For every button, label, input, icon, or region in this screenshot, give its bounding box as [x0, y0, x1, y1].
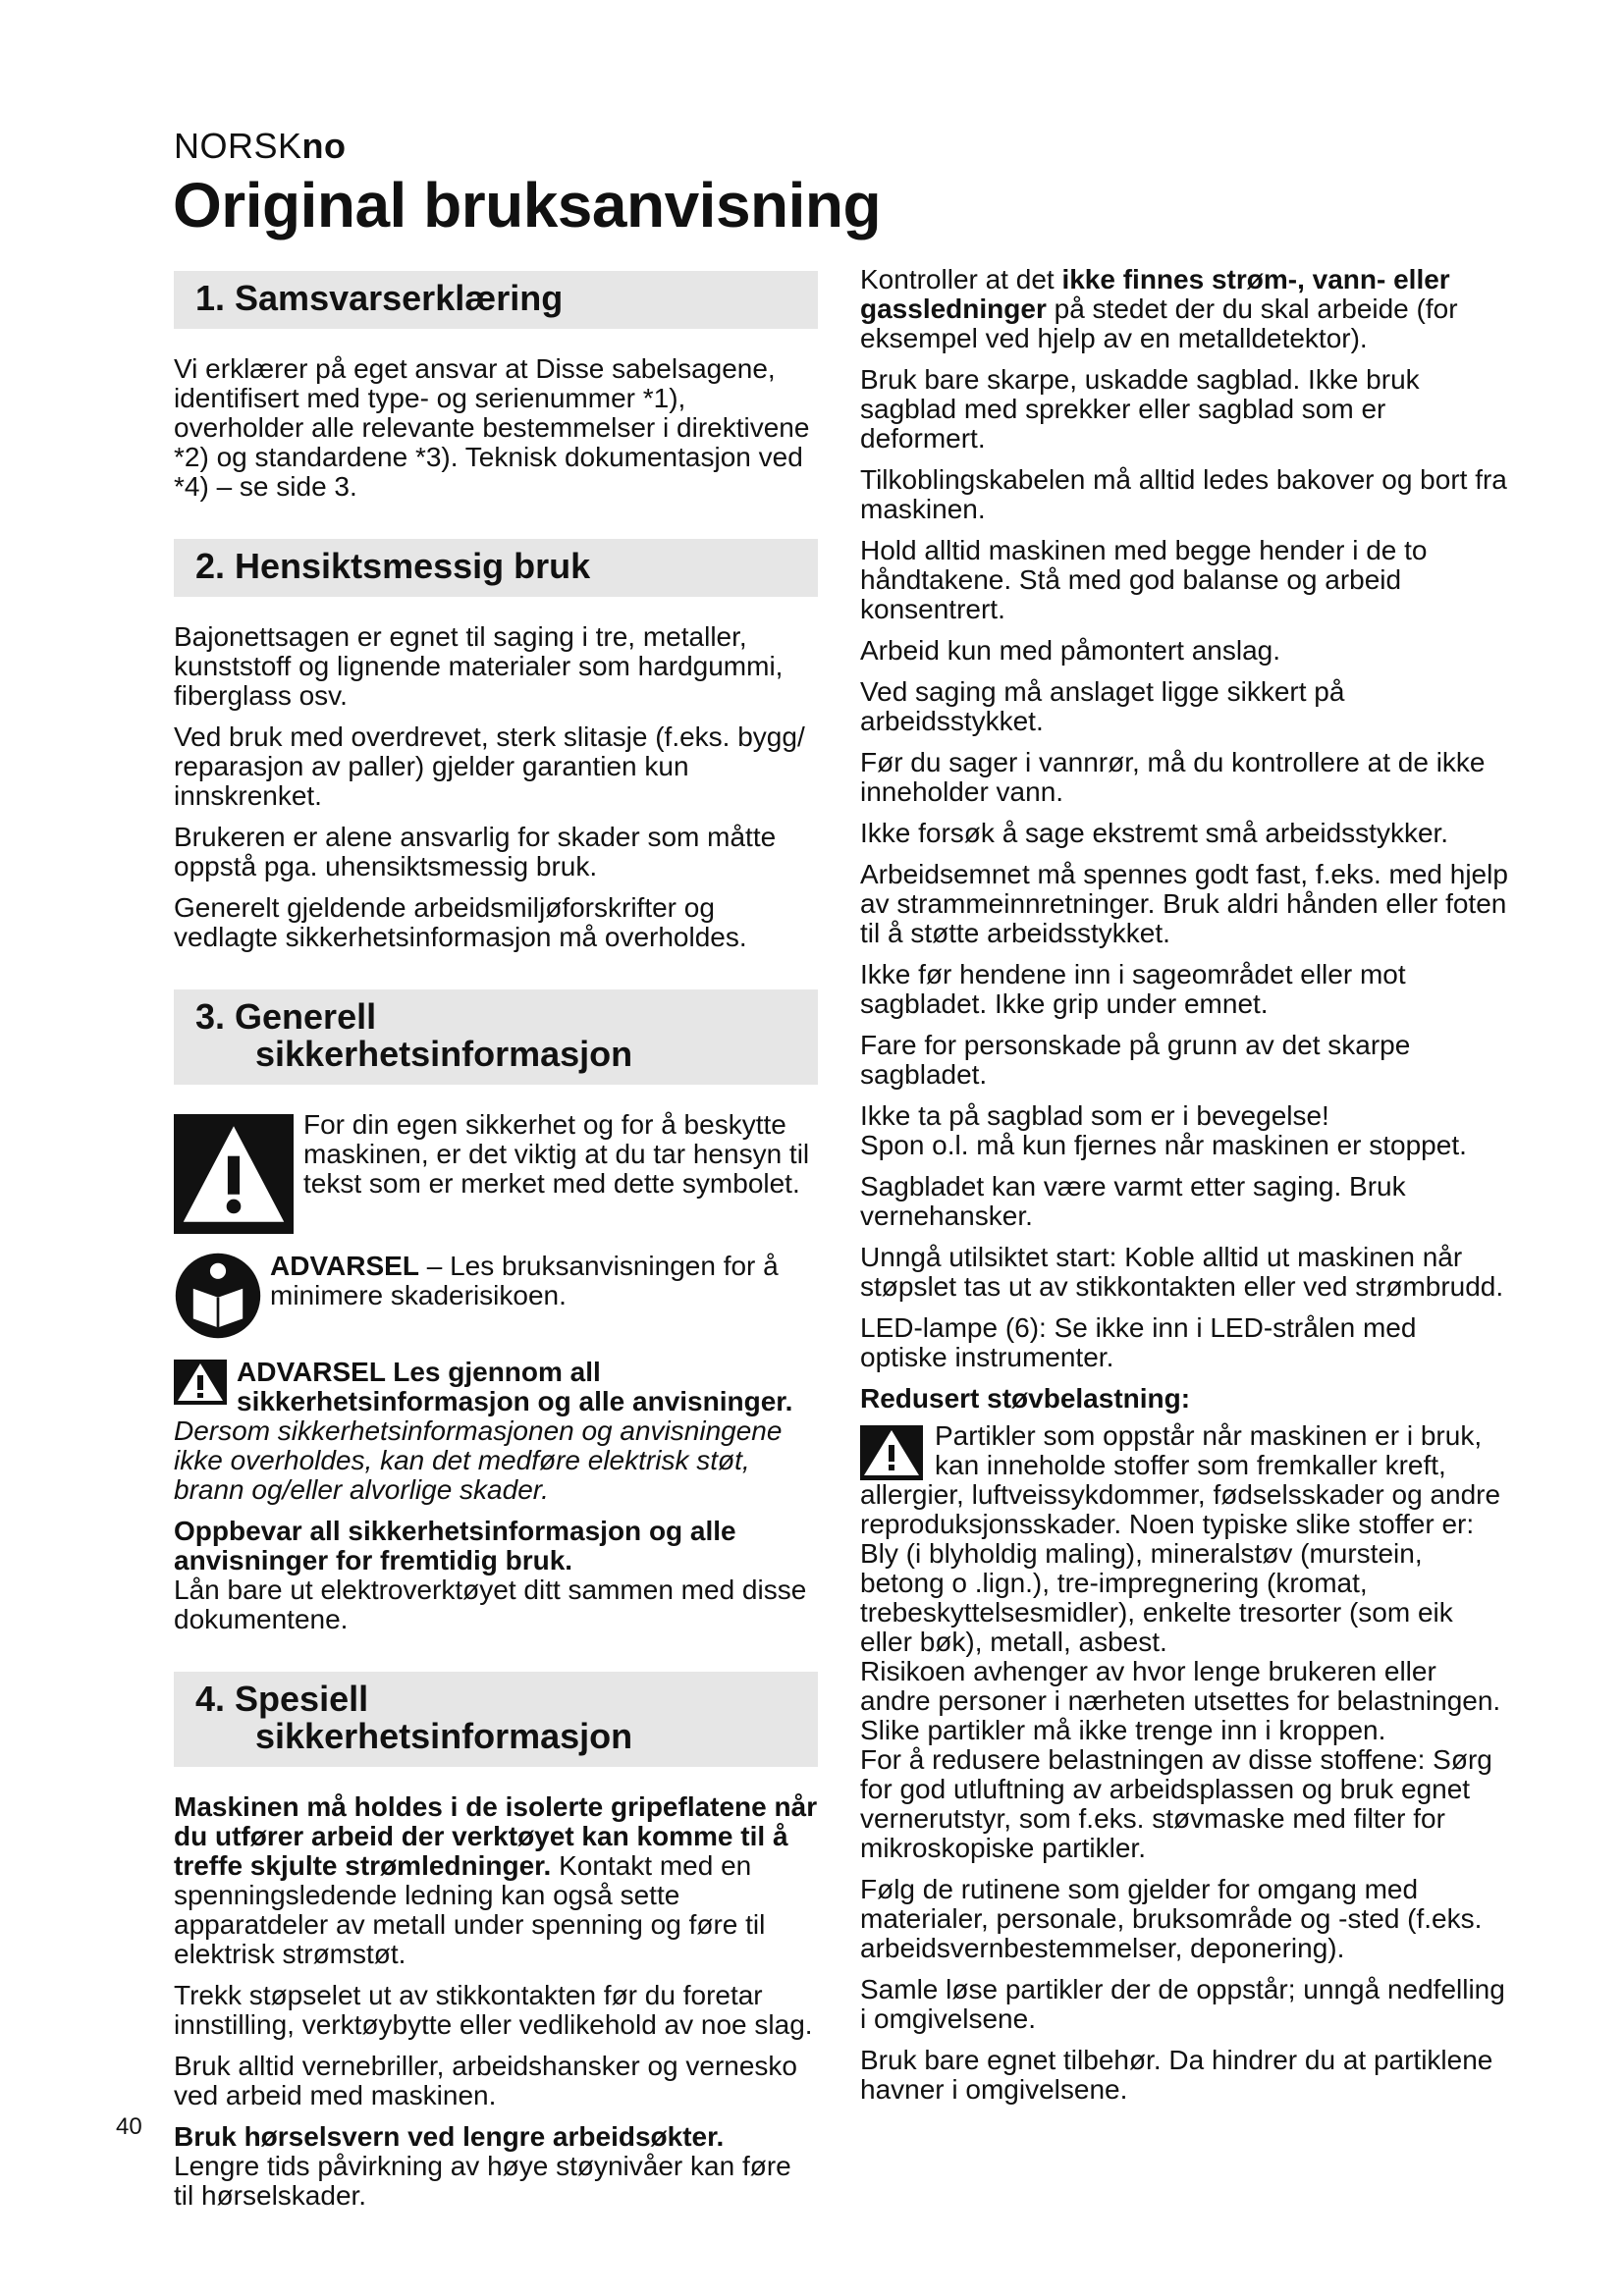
dust-heading: [860, 1384, 1508, 1414]
dust-paragraph: Samle løse partikler der de oppstår; unngå nedfelling i omgivelsene.: [860, 1974, 1505, 2034]
advarsel-label: ADVARSEL: [270, 1251, 419, 1281]
right-column: [860, 265, 1508, 2116]
right-paragraph: Ikke før hendene inn i sageområdet eller mot sagbladet. Ikke grip under emnet.: [860, 959, 1406, 1019]
page-number: 40: [116, 2113, 142, 2140]
section-4-paragraph: [174, 2122, 818, 2211]
dust-paragraph: [860, 1421, 1508, 1657]
read-manual-warning: [174, 1252, 818, 1340]
read-manual-text: [270, 1252, 818, 1310]
section-heading-1: 1. Samsvarserklæring: [174, 271, 818, 329]
dust-paragraph: Følg de rutinene som gjelder for omgang med materialer, personale, bruksområde og -sted (f.eks. arbeidsvernbestemmelser, deponering).: [860, 1874, 1483, 1963]
right-p12b: Spon o.l. må kun fjernes når maskinen er stoppet.: [860, 1130, 1467, 1160]
right-paragraph: Bruk bare skarpe, uskadde sagblad. Ikke bruk sagblad med sprekker eller sagblad som er deformert.: [860, 364, 1420, 454]
left-column: [174, 271, 818, 2222]
dust-paragraph: For å redusere belastningen av disse stoffene: Sørg for god utluftning av arbeidsplassen og bruk egnet vernerutstyr, som f.eks. støvmaske med filter for mikroskopiske partikler.: [860, 1744, 1492, 1863]
section-2-paragraph: Bajonettsagen er egnet til saging i tre, metaller, kunststoff og lignende materialer som hardgummi, fiberglass osv.: [174, 621, 784, 711]
right-paragraph: Ikke forsøk å sage ekstremt små arbeidsstykker.: [860, 818, 1449, 848]
right-p1-bold: ikke finnes strøm-, vann- eller gassledninger: [860, 264, 1450, 324]
language-name: NORSK: [174, 126, 302, 166]
right-paragraph: LED-lampe (6): Se ikke inn i LED-strålen med optiske instrumenter.: [860, 1312, 1417, 1372]
warning-small-icon: [174, 1360, 227, 1405]
language-label: [174, 126, 347, 167]
section-heading-3: [174, 989, 818, 1085]
section-2-paragraph: Generelt gjeldende arbeidsmiljøforskrifter og vedlagte sikkerhetsinformasjon må overholdes.: [174, 892, 747, 952]
section-heading-2: 2. Hensiktsmessig bruk: [174, 539, 818, 597]
section-3-heading-line2: sikkerhetsinformasjon: [255, 1034, 633, 1074]
right-paragraph: Arbeidsemnet må spennes godt fast, f.eks. med hjelp av strammeinnretninger. Bruk aldri hånden eller foten til å støtte arbeidsstykket.: [860, 859, 1508, 948]
read-manual-icon: [174, 1252, 262, 1340]
right-p1-pre: Kontroller at det: [860, 264, 1062, 294]
hearing-protection-text: Lengre tids påvirkning av høye støynivåer kan føre til hørselskader.: [174, 2151, 791, 2211]
general-warning: [174, 1358, 818, 1505]
dust-paragraph: Risikoen avhenger av hvor lenge brukeren eller andre personer i nærheten utsettes for belastningen.: [860, 1656, 1501, 1716]
section-4-heading-line2: sikkerhetsinformasjon: [255, 1716, 633, 1756]
right-paragraph: [860, 1101, 1508, 1160]
hearing-protection-bold: Bruk hørselsvern ved lengre arbeidsøkter.: [174, 2121, 725, 2152]
page-title: Original bruksanvisning: [173, 170, 882, 240]
section-heading-4: [174, 1672, 818, 1767]
insulated-grip-text: Kontakt med en spenningsledende ledning kan også sette apparatdeler av metall under spenning og føre til elektrisk strømstøt.: [174, 1850, 766, 1969]
right-paragraph: Fare for personskade på grunn av det skarpe sagbladet.: [860, 1030, 1411, 1090]
section-4-paragraph: [174, 1792, 818, 1969]
advarsel-text: – Les bruksanvisningen for å minimere skaderisikoen.: [270, 1251, 779, 1310]
language-code: no: [301, 126, 347, 166]
general-warning-bold: ADVARSEL Les gjennom all sikkerhetsinformasjon og alle anvisninger.: [237, 1357, 793, 1416]
right-paragraph: Sagbladet kan være varmt etter saging. Bruk vernehansker.: [860, 1171, 1406, 1231]
right-paragraph: Arbeid kun med påmontert anslag.: [860, 635, 1281, 666]
section-4-paragraph: Bruk alltid vernebriller, arbeidshansker og vernesko ved arbeid med maskinen.: [174, 2051, 797, 2110]
symbol-explanation: [174, 1110, 818, 1234]
right-paragraph: [860, 265, 1508, 353]
right-paragraph: Tilkoblingskabelen må alltid ledes bakover og bort fra maskinen.: [860, 464, 1507, 524]
section-3-heading-line1: 3. Generell: [195, 996, 377, 1037]
dust-heading-text: Redusert støvbelastning:: [860, 1383, 1191, 1414]
keep-instructions-text: Lån bare ut elektroverktøyet ditt sammen med disse dokumentene.: [174, 1575, 807, 1634]
right-paragraph: Unngå utilsiktet start: Koble alltid ut maskinen når støpslet tas ut av stikkontakten eller ved strømbrudd.: [860, 1242, 1504, 1302]
right-paragraph: Før du sager i vannrør, må du kontrollere at de ikke inneholder vann.: [860, 747, 1486, 807]
section-4-heading-line1: 4. Spesiell: [195, 1679, 369, 1719]
warning-dust-icon: [860, 1425, 923, 1480]
dust-paragraph: Bruk bare egnet tilbehør. Da hindrer du at partiklene havner i omgivelsene.: [860, 2045, 1493, 2105]
section-1-text: Vi erklærer på eget ansvar at Disse sabelsagene, identifisert med type- og serienummer *1), overholder alle relevante bestemmelser i direktivene *2) og standardene *3). Teknisk dokumentasjon ved *4) – se side 3.: [174, 353, 810, 502]
insulated-grip-bold: Maskinen må holdes i de isolerte gripeflatene når du utfører arbeid der verktøyet kan komme til å treffe skjulte strømledninger.: [174, 1791, 818, 1881]
general-warning-italic: Dersom sikkerhetsinformasjonen og anvisningene ikke overholdes, kan det medføre elektrisk støt, brann og/eller alvorlige skader.: [174, 1415, 783, 1505]
section-4-paragraph: Trekk støpselet ut av stikkontakten før du foretar innstilling, verktøybytte eller vedlikehold av noe slag.: [174, 1980, 813, 2040]
dust-p1: Partikler som oppstår når maskinen er i bruk, kan inneholde stoffer som fremkaller kreft, allergier, luftveissykdommer, fødselsskader og andre reproduksjonsskader. Noen typiske slike stoffer er: Bly (i blyholdig maling), mineralstøv (murstein, betong o .lign.), tre-impregnering (kromat, trebeskyttelsesmidler), enkelte tresorter (som eik eller bøk), metall, asbest.: [860, 1420, 1501, 1657]
section-2-paragraph: Ved bruk med overdrevet, sterk slitasje (f.eks. bygg/ reparasjon av paller) gjelder garantien kun innskrenket.: [174, 721, 805, 811]
keep-instructions: [174, 1517, 818, 1634]
right-p12a: Ikke ta på sagblad som er i bevegelse!: [860, 1100, 1329, 1131]
symbol-explanation-text: For din egen sikkerhet og for å beskytte maskinen, er det viktig at du tar hensyn til tekst som er merket med dette symbolet.: [303, 1109, 810, 1199]
right-paragraph: Hold alltid maskinen med begge hender i de to håndtakene. Stå med god balanse og arbeid konsentrert.: [860, 535, 1428, 624]
dust-paragraph: Slike partikler må ikke trenge inn i kroppen.: [860, 1715, 1386, 1745]
right-p1-post: på stedet der du skal arbeide (for eksempel ved hjelp av en metalldetektor).: [860, 294, 1458, 353]
keep-instructions-bold: Oppbevar all sikkerhetsinformasjon og alle anvisninger for fremtidig bruk.: [174, 1516, 736, 1575]
section-2-paragraph: Brukeren er alene ansvarlig for skader som måtte oppstå pga. uhensiktsmessig bruk.: [174, 822, 777, 881]
warning-triangle-icon: [174, 1114, 294, 1234]
right-paragraph: Ved saging må anslaget ligge sikkert på arbeidsstykket.: [860, 676, 1345, 736]
